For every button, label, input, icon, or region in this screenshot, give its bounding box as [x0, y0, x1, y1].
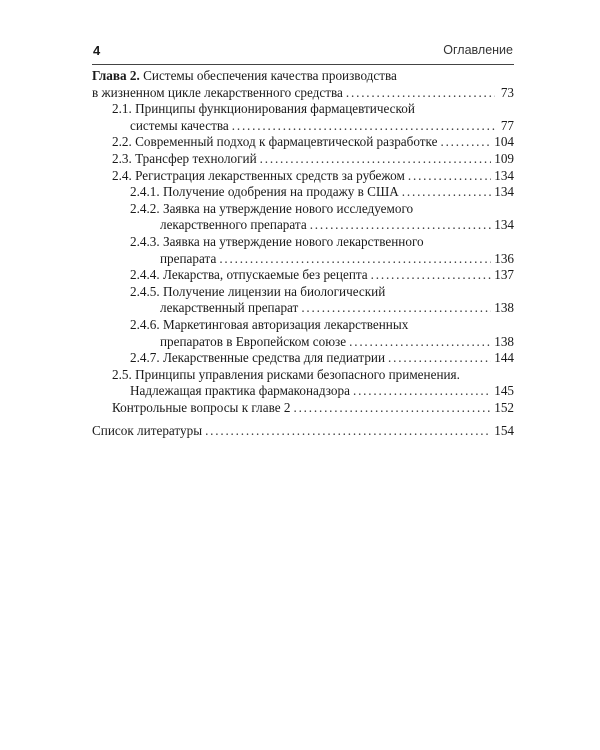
toc-entry-title-cont: препаратов в Европейском союзе	[160, 333, 347, 349]
toc-entry-title-cont: препарата	[160, 250, 217, 266]
toc-page-number: 152	[494, 399, 514, 415]
toc-entry-title: 2.1. Принципы функционирования фармацевтической	[112, 101, 415, 117]
toc-entry-title: 2.4.7. Лекарственные средства для педиатрии	[130, 350, 386, 366]
toc-entry-title-cont: лекарственный препарат	[160, 300, 299, 316]
toc-entry-title: 2.4.3. Заявка на утверждение нового лекарственного	[130, 233, 424, 249]
toc-page-number: 77	[500, 117, 514, 133]
toc-entry-2-4-6[interactable]	[92, 317, 514, 350]
toc-page-number: 134	[494, 167, 514, 183]
toc-entry-title: 2.3. Трансфер технологий	[112, 150, 257, 166]
toc-entry-title: 2.4.2. Заявка на утверждение нового исследуемого	[130, 200, 414, 216]
dot-leader	[205, 423, 491, 440]
toc-page-number: 138	[494, 300, 514, 316]
dot-leader	[353, 383, 491, 400]
dot-leader	[232, 118, 495, 135]
toc-entry-2-4-2[interactable]	[92, 201, 514, 234]
toc-entry-title: Список литературы	[92, 423, 203, 439]
toc-entry-2-4[interactable]	[92, 168, 514, 185]
toc-entry-2-3[interactable]	[92, 151, 514, 168]
toc-entry-2-4-5[interactable]	[92, 284, 514, 317]
dot-leader	[349, 334, 491, 351]
toc-entry-title: 2.4.1. Получение одобрения на продажу в США	[130, 184, 399, 200]
toc-entry-title: 2.4. Регистрация лекарственных средств за рубежом	[112, 167, 405, 183]
dot-leader	[371, 267, 492, 284]
dot-leader	[219, 251, 491, 268]
table-of-contents	[92, 68, 514, 440]
toc-entry-questions[interactable]	[92, 400, 514, 417]
toc-page-number: 144	[494, 350, 514, 366]
dot-leader	[408, 168, 491, 185]
toc-page-number: 134	[494, 217, 514, 233]
toc-page-number: 137	[494, 267, 514, 283]
dot-leader	[388, 350, 491, 367]
toc-entry-2-1[interactable]	[92, 101, 514, 134]
toc-page-number: 136	[494, 250, 514, 266]
toc-entry-title: 2.4.6. Маркетинговая авторизация лекарственных	[130, 316, 409, 332]
toc-entry-2-4-4[interactable]	[92, 267, 514, 284]
toc-entry-title-cont: Надлежащая практика фармаконадзора	[130, 383, 350, 399]
header-rule	[92, 64, 514, 65]
toc-page-number: 104	[494, 134, 514, 150]
toc-entry-title: 2.4.5. Получение лицензии на биологический	[130, 283, 386, 299]
toc-entry-2-5[interactable]	[92, 367, 514, 400]
toc-entry-title: Контрольные вопросы к главе 2	[112, 399, 291, 415]
toc-page-number: 109	[494, 150, 514, 166]
spacer	[92, 416, 514, 423]
toc-entry-2-4-7[interactable]	[92, 350, 514, 367]
toc-entry-title: 2.2. Современный подход к фармацевтической разработке	[112, 134, 438, 150]
toc-entry-title: 2.5. Принципы управления рисками безопасного применения.	[112, 366, 460, 382]
dot-leader	[260, 151, 492, 168]
page-number: 4	[93, 43, 101, 58]
dot-leader	[293, 400, 491, 417]
toc-entry-title-cont: системы качества	[130, 117, 229, 133]
toc-page-number: 154	[494, 423, 514, 439]
toc-page-number: 145	[494, 383, 514, 399]
toc-page-number: 138	[494, 333, 514, 349]
dot-leader	[346, 85, 495, 102]
toc-page-number: 134	[494, 184, 514, 200]
dot-leader	[402, 184, 491, 201]
chapter-title-line1: Системы обеспечения качества производства	[143, 68, 397, 83]
dot-leader	[440, 134, 491, 151]
dot-leader	[301, 300, 491, 317]
toc-entry-chapter-2[interactable]	[92, 68, 514, 101]
toc-entry-title-cont: лекарственного препарата	[160, 217, 307, 233]
toc-entry-title: 2.4.4. Лекарства, отпускаемые без рецепта	[130, 267, 368, 283]
toc-entry-2-2[interactable]	[92, 134, 514, 151]
toc-page-number: 73	[500, 84, 514, 100]
toc-entry-2-4-3[interactable]	[92, 234, 514, 267]
toc-entry-bibliography[interactable]	[92, 423, 514, 440]
chapter-label: Глава 2.	[92, 68, 140, 83]
dot-leader	[310, 217, 492, 234]
running-header-title: Оглавление	[443, 43, 513, 57]
toc-entry-2-4-1[interactable]	[92, 184, 514, 201]
chapter-title-line2: в жизненном цикле лекарственного средства	[92, 84, 343, 100]
